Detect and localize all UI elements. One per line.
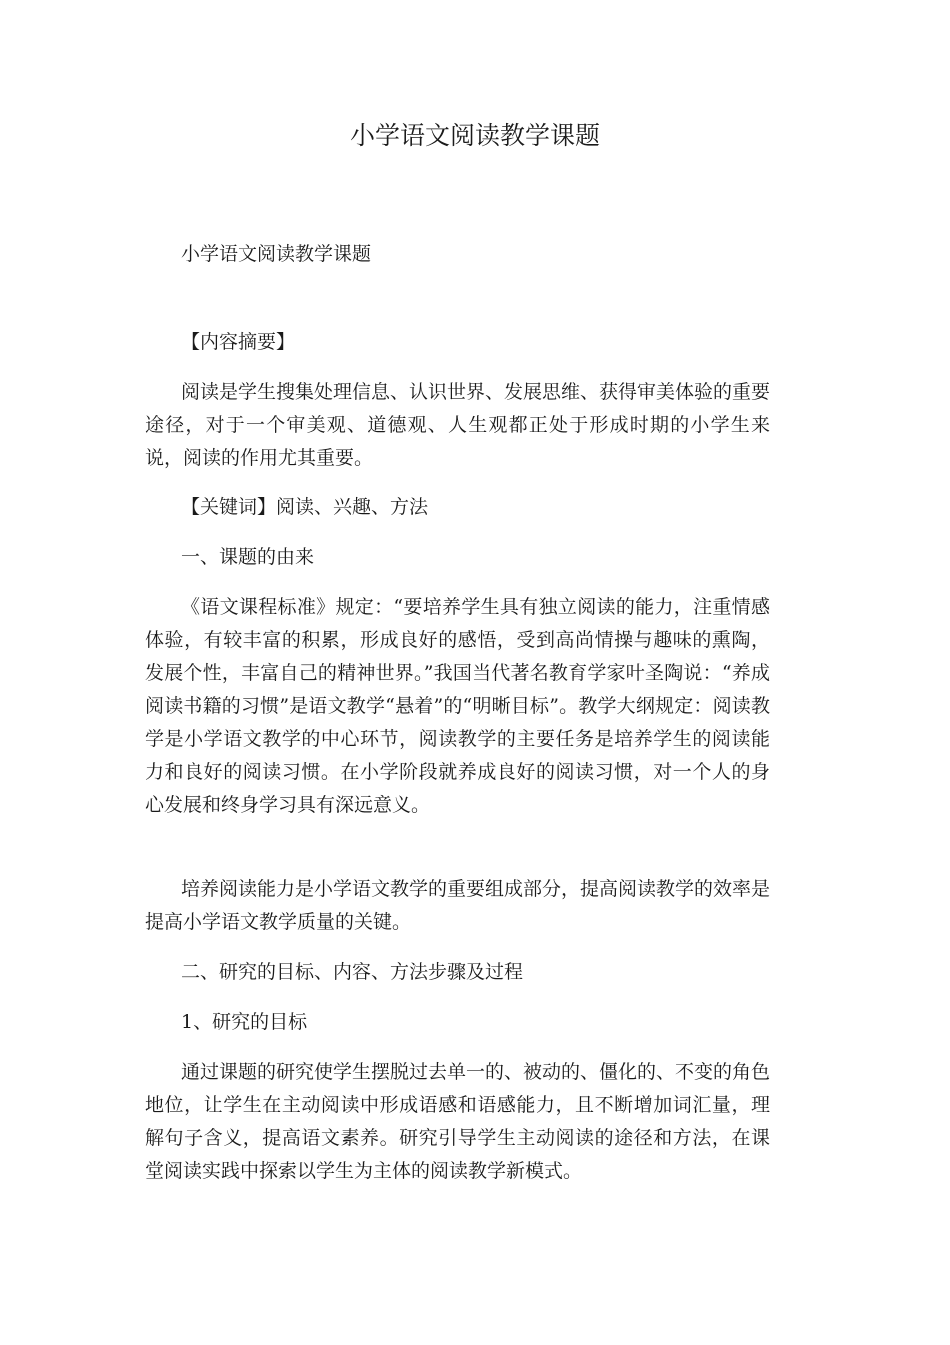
abstract-paragraph: 阅读是学生搜集处理信息、认识世界、发展思维、获得审美体验的重要途径，对于一个审美观、道德观、人生观都正处于形成时期的小学生来说，阅读的作用尤其重要。 xyxy=(145,381,771,469)
section-1-paragraph-2: 培养阅读能力是小学语文教学的重要组成部分，提高阅读教学的效率是提高小学语文教学质量的关键。 xyxy=(145,878,771,933)
document-title: 小学语文阅读教学课题 xyxy=(349,121,600,150)
section-1-heading: 一、课题的由来 xyxy=(181,546,315,568)
section-2-heading: 二、研究的目标、内容、方法步骤及过程 xyxy=(181,961,524,983)
section-1-paragraph-1: 《语文课程标准》规定：“要培养学生具有独立阅读的能力，注重情感体验，有较丰富的积累，形成良好的感悟，受到高尚情操与趣味的熏陶，发展个性，丰富自己的精神世界。”我国当代著名教育学家叶圣陶说：“养成阅读书籍的习惯”是语文教学“悬着”的“明晰目标”。教学大纲规定：阅读教学是小学语文教学的中心环节，阅读教学的主要任务是培养学生的阅读能力和良好的阅读习惯。在小学阶段就养成良好的阅读习惯，对一个人的身心发展和终身学习具有深远意义。 xyxy=(145,596,770,816)
subsection-1-heading: 1、研究的目标 xyxy=(181,1011,308,1033)
subsection-1-paragraph: 通过课题的研究使学生摆脱过去单一的、被动的、僵化的、不变的角色地位，让学生在主动阅读中形成语感和语感能力，且不断增加词汇量，理解句子含义，提高语文素养。研究引导学生主动阅读的途径和方法，在课堂阅读实践中探索以学生为主体的阅读教学新模式。 xyxy=(145,1061,771,1182)
keywords-line: 【关键词】阅读、兴趣、方法 xyxy=(181,496,429,518)
document-subtitle: 小学语文阅读教学课题 xyxy=(181,243,372,265)
abstract-heading: 【内容摘要】 xyxy=(181,331,296,353)
